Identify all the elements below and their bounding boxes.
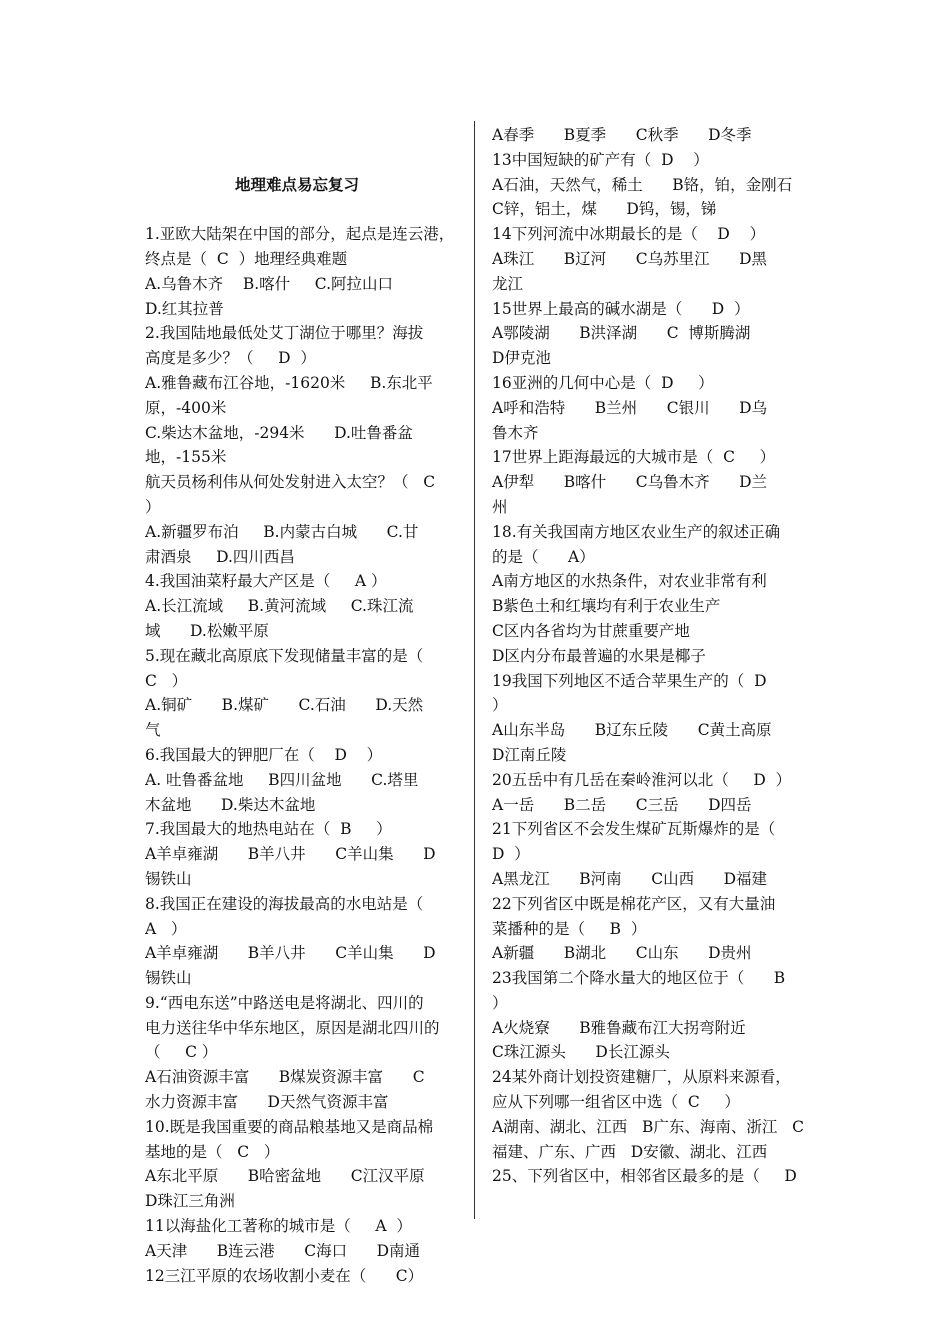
text-line: 25、下列省区中，相邻省区最多的是（ D [492, 1167, 797, 1186]
text-line: A鄂陵湖 B洪泽湖 C 博斯腾湖 [492, 324, 751, 343]
text-line: 10.既是我国重要的商品粮基地又是商品棉 [145, 1117, 434, 1136]
text-line: 24某外商计划投资建糖厂，从原料来源看， [492, 1068, 791, 1087]
text-line: D伊克池 [492, 349, 551, 368]
text-line: A珠江 B辽河 C乌苏里江 D黑 [492, 249, 768, 268]
text-line: 23我国第二个降水量大的地区位于（ B [492, 969, 786, 988]
right-column [492, 123, 817, 1189]
text-line: D.红其拉普 [145, 299, 224, 318]
text-line: 基地的是（ C ） [145, 1142, 280, 1161]
text-line: 终点是（ C ）地理经典难题 [145, 249, 348, 268]
text-line: A天津 B连云港 C海口 D南通 [145, 1241, 421, 1260]
text-line: A. 吐鲁番盆地 B四川盆地 C.塔里 [145, 770, 419, 789]
text-line: A.铜矿 B.煤矿 C.石油 D.天然 [145, 696, 424, 715]
text-line: 1.亚欧大陆架在中国的部分，起点是连云港， [145, 225, 455, 244]
text-line: 18.有关我国南方地区农业生产的叙述正确 [492, 522, 781, 541]
text-line: A黑龙江 B河南 C山西 D福建 [492, 869, 768, 888]
text-line: A呼和浩特 B兰州 C银川 D乌 [492, 398, 768, 417]
text-line: A春季 B夏季 C秋季 D冬季 [492, 126, 752, 144]
text-line: A.长江流域 B.黄河流域 C.珠江流 [145, 597, 414, 616]
text-line: 气 [145, 721, 161, 740]
text-line: D江南丘陵 [492, 745, 567, 764]
text-line: 域 D.松嫩平原 [145, 621, 269, 640]
text-line: 原，-400米 [145, 398, 227, 417]
text-line: 16亚洲的几何中心是（ D ） [492, 373, 714, 392]
text-line: 12三江平原的农场收割小麦在（ C） [145, 1266, 424, 1285]
text-line: 2.我国陆地最低处艾丁湖位于哪里？海拔 [145, 324, 424, 343]
text-line: D区内分布最普遍的水果是椰子 [492, 646, 706, 665]
text-line: 15世界上最高的碱水湖是（ D ） [492, 299, 750, 318]
text-line: ） [492, 993, 508, 1012]
text-line: A火烧寮 B雅鲁藏布江大拐弯附近 [492, 1018, 746, 1037]
text-line: A新疆 B湖北 C山东 D贵州 [492, 944, 752, 963]
text-line: A.新疆罗布泊 B.内蒙古白城 C.甘 [145, 522, 419, 541]
text-line: 高度是多少？（ D ） [145, 349, 316, 368]
text-line: 应从下列哪一组省区中选（ C ） [492, 1093, 740, 1112]
text-line: 锡铁山 [145, 969, 192, 988]
left-column [145, 123, 463, 1288]
text-line: 21下列省区不会发生煤矿瓦斯爆炸的是（ [492, 820, 776, 839]
text-line: （ C ） [145, 1043, 218, 1062]
text-line: 龙江 [492, 274, 524, 293]
text-line: 14下列河流中冰期最长的是（ D ） [492, 225, 766, 244]
text-line: C.柴达木盆地，-294米 D.吐鲁番盆 [145, 423, 413, 442]
text-line: 19我国下列地区不适合苹果生产的（ D [492, 671, 767, 690]
text-line: 9.“西电东送”中路送电是将湖北、四川的 [145, 993, 424, 1012]
text-line: 福建、广东、广西 D安徽、湖北、江西 [492, 1142, 768, 1161]
text-line: A.雅鲁藏布江谷地，-1620米 B.东北平 [145, 373, 433, 392]
text-line: 4.我国油菜籽最大产区是（ A ） [145, 572, 387, 591]
text-line: A湖南、湖北、江西 B广东、海南、浙江 C [492, 1117, 805, 1136]
text-line: C珠江源头 D长江源头 [492, 1043, 670, 1062]
text-line: 州 [492, 497, 508, 516]
text-line: 5.现在藏北高原底下发现储量丰富的是（ [145, 646, 424, 665]
text-line: 的是（ A） [492, 547, 595, 566]
text-line: 11以海盐化工著称的城市是（ A ） [145, 1217, 412, 1236]
text-line: A石油资源丰富 B煤炭资源丰富 C [145, 1068, 425, 1087]
text-line: 锡铁山 [145, 869, 192, 888]
text-line: A羊卓雍湖 B羊八井 C羊山集 D [145, 845, 436, 864]
text-line: A一岳 B二岳 C三岳 D四岳 [492, 795, 752, 814]
text-line: 肃酒泉 D.四川西昌 [145, 547, 295, 566]
text-line: C锌，铝土，煤 D钨，锡，锑 [492, 200, 717, 219]
text-line: 地，-155米 [145, 448, 227, 467]
text-line: 17世界上距海最远的大城市是（ C ） [492, 448, 776, 467]
text-line: D ） [492, 845, 530, 864]
text-line: C区内各省均为甘蔗重要产地 [492, 621, 690, 640]
text-line: A.乌鲁木齐 B.喀什 C.阿拉山口 [145, 274, 394, 293]
text-line: 6.我国最大的钾肥厂在（ D ） [145, 745, 383, 764]
text-line: 菜播种的是（ B ） [492, 919, 647, 938]
text-line: 20五岳中有几岳在秦岭淮河以北（ D ） [492, 770, 792, 789]
text-line: 22下列省区中既是棉花产区，又有大量油 [492, 894, 776, 913]
text-line: A伊犁 B喀什 C乌鲁木齐 D兰 [492, 473, 768, 492]
text-line: 13中国短缺的矿产有（ D ） [492, 150, 709, 169]
text-line: 鲁木齐 [492, 423, 539, 442]
text-line: 航天员杨利伟从何处发射进入太空？（ C [145, 473, 436, 492]
text-line: A东北平原 B哈密盆地 C江汉平原 [145, 1167, 425, 1186]
text-line: ） [492, 696, 508, 715]
column-divider [474, 121, 475, 1219]
text-line: ） [145, 497, 161, 516]
page-title: 地理难点易忘复习 [235, 174, 360, 194]
text-line: B紫色土和红壤均有利于农业生产 [492, 597, 721, 616]
text-line: A ） [145, 919, 187, 938]
text-line: 木盆地 D.柴达木盆地 [145, 795, 316, 814]
text-line: A南方地区的水热条件，对农业非常有利 [492, 572, 767, 591]
text-line: 7.我国最大的地热电站在（ B ） [145, 820, 392, 839]
text-line: A石油，天然气，稀土 B铬，铂，金刚石 [492, 175, 793, 194]
text-line: D珠江三角洲 [145, 1192, 235, 1211]
text-line: A羊卓雍湖 B羊八井 C羊山集 D [145, 944, 436, 963]
text-line: C ） [145, 671, 188, 690]
text-line: A山东半岛 B辽东丘陵 C黄土高原 [492, 721, 772, 740]
text-line: 水力资源丰富 D天然气资源丰富 [145, 1093, 389, 1112]
text-line: 8.我国正在建设的海拔最高的水电站是（ [145, 894, 424, 913]
text-line: 电力送往华中华东地区，原因是湖北四川的 [145, 1018, 440, 1037]
